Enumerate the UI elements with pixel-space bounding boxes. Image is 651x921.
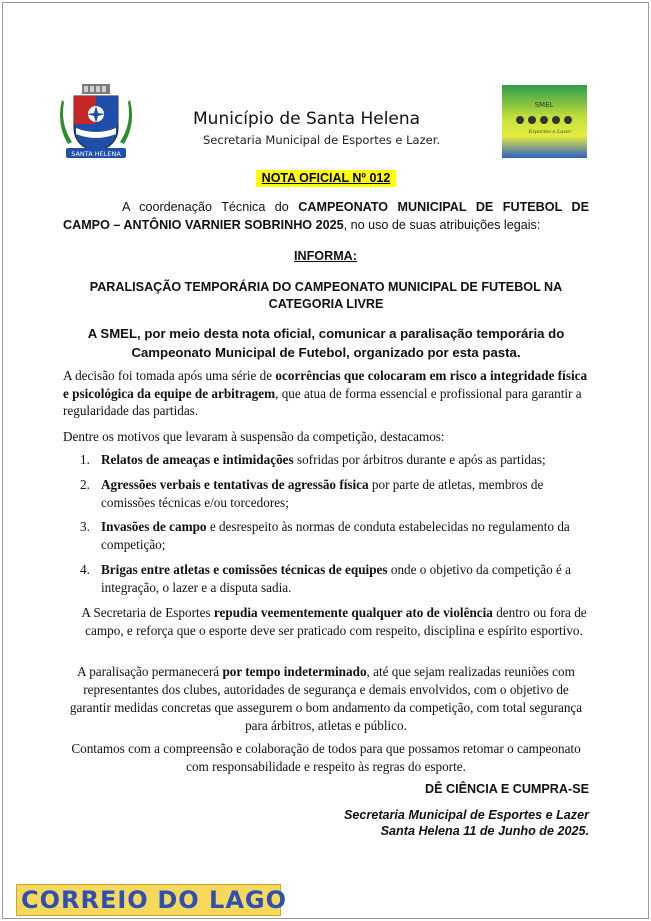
repudia-text-bold: repudia veementemente qualquer ato de violência — [213, 605, 493, 620]
motivo-rest: sofridas por árbitros durante e após as partidas; — [293, 452, 546, 467]
motivo-bold: Brigas entre atletas e comissões técnicas de equipes — [101, 562, 388, 577]
motivos-intro: Dentre os motivos que levaram à suspensão da competição, destacamos: — [63, 429, 445, 444]
repudia-text-a: A Secretaria de Esportes — [81, 605, 214, 620]
motivo-number: 4. — [80, 562, 90, 577]
motivo-list-item — [80, 451, 592, 469]
signature-line-2: Santa Helena 11 de Junho de 2025. — [380, 824, 589, 838]
motivo-bold: Relatos de ameaças e intimidações — [101, 452, 294, 467]
signature-block — [63, 807, 589, 839]
decisao-text-bold: ocorrências que colocaram em risco a integridade física e psicológica da equipe de arbitragem — [63, 368, 588, 401]
smel-logo-text: SMEL — [534, 101, 554, 109]
smel-logo-icon — [502, 85, 587, 158]
paralisacao-text-a: A paralisação permanecerá — [77, 664, 223, 679]
informa-heading: INFORMA: — [294, 249, 357, 263]
intro-paragraph — [63, 198, 589, 234]
secretariat-subtitle: Secretaria Municipal de Esportes e Lazer. — [203, 133, 441, 147]
decisao-text-a: A decisão foi tomada após uma série de — [63, 368, 276, 383]
motivo-bold: Agressões verbais e tentativas de agressão física — [101, 477, 369, 492]
paralisacao-text-c: , até que sejam realizadas reuniões com representantes dos clubes, autoridades de segurança e demais envolvidos, com o objetivo de garantir medidas concretas que assegurem o bom andamento da competição, com total segurança para árbitros, atletas e público. — [69, 664, 583, 733]
repudia-paragraph — [70, 604, 598, 640]
crest-banner-text: SANTA HELENA — [71, 150, 121, 158]
repudia-text-c: dentro ou fora de campo, e reforça que o esporte deve ser praticado com respeito, disciplina e espírito esportivo. — [85, 605, 587, 638]
paralisacao-paragraph — [63, 663, 589, 735]
motivo-number: 3. — [80, 519, 90, 534]
watermark-part-2: DO LAGO — [157, 886, 287, 914]
motivo-list-item — [80, 518, 592, 554]
paralisacao-text-bold: por tempo indeterminado — [222, 664, 367, 679]
motivo-number: 2. — [80, 477, 90, 492]
municipal-crest-icon — [60, 84, 132, 162]
paralisacao-title: PARALISAÇÃO TEMPORÁRIA DO CAMPEONATO MUNICIPAL DE FUTEBOL NA CATEGORIA LIVRE — [89, 280, 563, 311]
intro-text-bold: CAMPEONATO MUNICIPAL DE FUTEBOL DE CAMPO – ANTÔNIO VARNIER SOBRINHO 2025 — [63, 200, 589, 232]
motivo-rest: onde o objetivo da competição é a integração, o lazer e a disputa sadia. — [101, 562, 572, 595]
decisao-paragraph — [63, 367, 589, 420]
smel-statement: A SMEL, por meio desta nota oficial, comunicar a paralisação temporária do Campeonato Municipal de Futebol, organizado por esta pasta. — [87, 326, 565, 360]
smel-logo-script: Esportes e Lazer — [528, 129, 572, 135]
motivo-number: 1. — [80, 452, 90, 467]
motivo-rest: por parte de atletas, membros de comissões técnicas e/ou torcedores; — [101, 477, 544, 510]
motivo-list-item — [80, 476, 592, 512]
correio-do-lago-watermark — [16, 884, 287, 916]
contamos-paragraph: Contamos com a compreensão e colaboração de todos para que possamos retomar o campeonato com responsabilidade e respeito às regras do esporte. — [71, 741, 581, 774]
decisao-text-c: , que atua de forma essencial e profissional para garantir a regularidade das partidas. — [63, 385, 582, 418]
motivo-rest: e desrespeito às normas de conduta estabelecidas no regulamento da competição; — [101, 519, 570, 552]
motivo-bold: Invasões de campo — [101, 519, 207, 534]
municipality-title: Município de Santa Helena — [193, 109, 421, 129]
intro-text-a: A coordenação Técnica do — [122, 200, 299, 214]
watermark-part-1: CORREIO — [21, 886, 149, 914]
de-ciencia-line: DÊ CIÊNCIA E CUMPRA-SE — [425, 782, 589, 796]
signature-line-1: Secretaria Municipal de Esportes e Lazer — [344, 808, 589, 822]
nota-oficial-title: NOTA OFICIAL Nº 012 — [256, 170, 396, 187]
motivo-list-item — [80, 561, 592, 597]
intro-text-c: , no uso de suas atribuições legais: — [343, 218, 541, 232]
